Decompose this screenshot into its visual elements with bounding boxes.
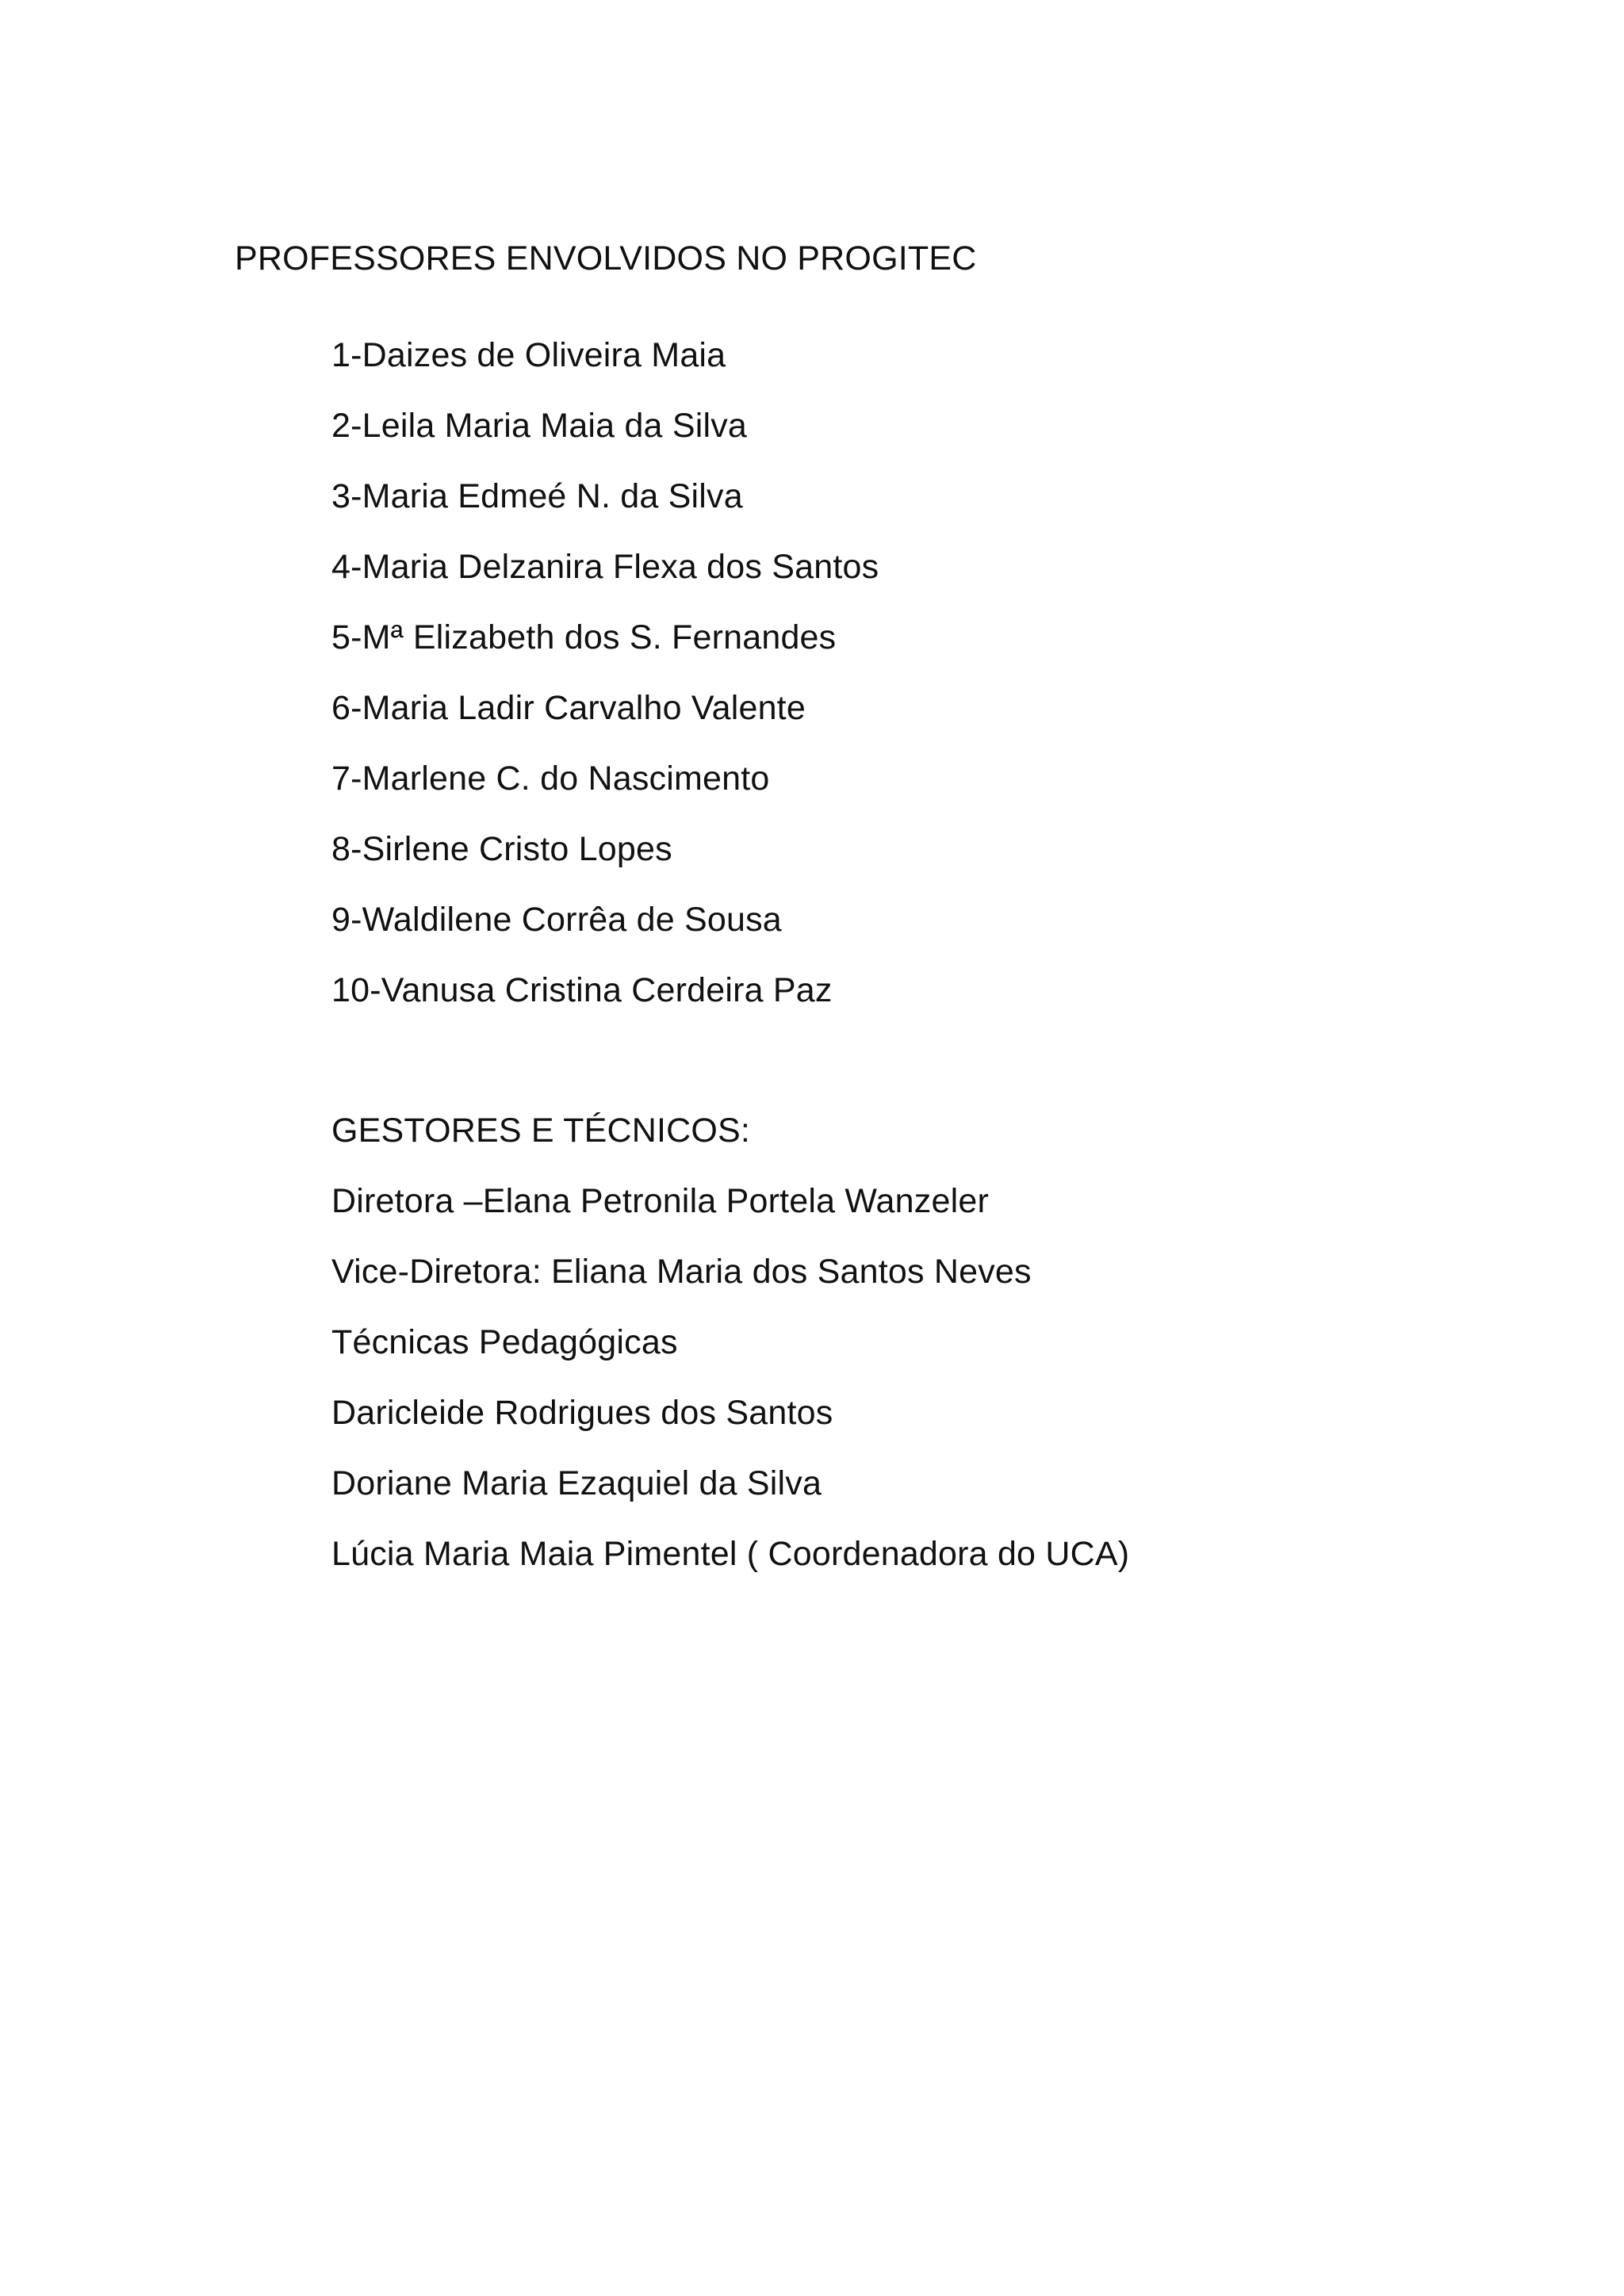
- teacher-item: 8-Sirlene Cristo Lopes: [331, 830, 672, 868]
- teachers-list: [331, 320, 879, 1026]
- teacher-item: 3-Maria Edmeé N. da Silva: [331, 477, 743, 515]
- staff-item: Lúcia Maria Maia Pimentel ( Coordenadora do UCA): [331, 1535, 1130, 1573]
- teacher-item: 5-Mª Elizabeth dos S. Fernandes: [331, 618, 837, 656]
- staff-list: [331, 1096, 1129, 1590]
- staff-item: Vice-Diretora: Eliana Maria dos Santos Neves: [331, 1253, 1032, 1291]
- teacher-item: 7-Marlene C. do Nascimento: [331, 760, 770, 798]
- staff-heading: GESTORES E TÉCNICOS:: [331, 1112, 751, 1150]
- document-heading: PROFESSORES ENVOLVIDOS NO PROGITEC: [235, 239, 977, 277]
- staff-item: Doriane Maria Ezaquiel da Silva: [331, 1464, 822, 1502]
- teacher-item: 6-Maria Ladir Carvalho Valente: [331, 689, 806, 727]
- teacher-item: 9-Waldilene Corrêa de Sousa: [331, 901, 782, 939]
- teacher-item: 4-Maria Delzanira Flexa dos Santos: [331, 548, 879, 586]
- teacher-item: 2-Leila Maria Maia da Silva: [331, 407, 748, 445]
- staff-item: Diretora –Elana Petronila Portela Wanzeler: [331, 1182, 989, 1220]
- staff-item: Daricleide Rodrigues dos Santos: [331, 1394, 833, 1432]
- teacher-item: 10-Vanusa Cristina Cerdeira Paz: [331, 971, 833, 1009]
- staff-item: Técnicas Pedagógicas: [331, 1323, 678, 1361]
- teacher-item: 1-Daizes de Oliveira Maia: [331, 336, 726, 374]
